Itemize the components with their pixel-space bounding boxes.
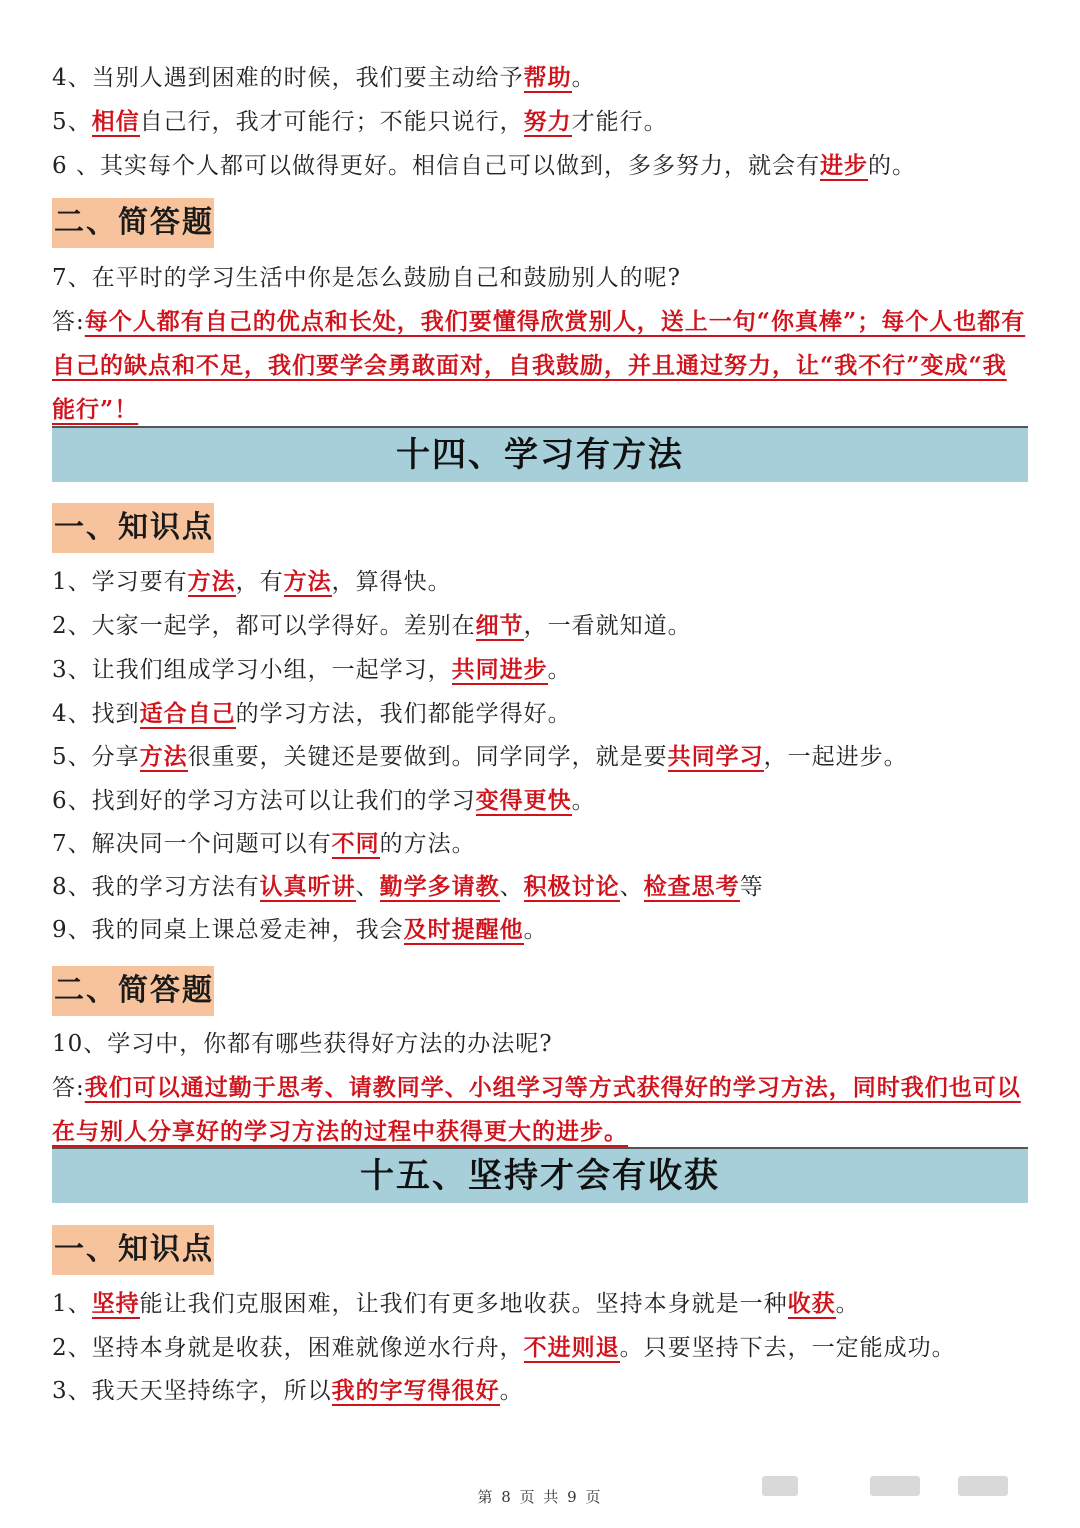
answer-block <box>52 300 1028 432</box>
keyword: 不进则退 <box>523 1334 620 1361</box>
keyword: 积极讨论 <box>523 873 620 900</box>
section-heading-knowledge: 一、知识点 <box>52 1225 214 1275</box>
section-heading-short-answer: 二、简答题 <box>52 198 214 248</box>
question: 10、学习中，你都有哪些获得好方法的办法呢? <box>52 1031 553 1057</box>
keyword: 变得更快 <box>475 787 572 814</box>
keyword: 帮助 <box>523 64 572 91</box>
watermark-blur <box>958 1476 1008 1496</box>
knowledge-item: 8、我的学习方法有认真听讲、勤学多请教、积极讨论、检查思考等 <box>52 873 764 900</box>
knowledge-item: 3、让我们组成学习小组，一起学习，共同进步。 <box>52 656 572 683</box>
answer-label: 答: <box>52 309 85 335</box>
knowledge-item: 5、相信自己行，我才可能行；不能只说行，努力才能行。 <box>52 108 668 135</box>
keyword: 不同 <box>331 830 380 857</box>
question: 7、在平时的学习生活中你是怎么鼓励自己和鼓励别人的呢? <box>52 265 681 291</box>
keyword: 共同学习 <box>667 743 764 770</box>
keyword: 检查思考 <box>643 873 740 900</box>
knowledge-item: 3、我天天坚持练字，所以我的字写得很好。 <box>52 1377 524 1404</box>
keyword: 进步 <box>819 152 868 179</box>
keyword: 认真听讲 <box>259 873 356 900</box>
knowledge-item: 2、坚持本身就是收获，困难就像逆水行舟，不进则退。只要坚持下去，一定能成功。 <box>52 1334 956 1361</box>
knowledge-item: 5、分享方法很重要，关键还是要做到。同学同学，就是要共同学习，一起进步。 <box>52 743 908 770</box>
chapter-title-14: 十四、学习有方法 <box>52 426 1028 482</box>
watermark-blur <box>762 1476 798 1496</box>
knowledge-item: 6、找到好的学习方法可以让我们的学习变得更快。 <box>52 787 596 814</box>
knowledge-item: 7、解决同一个问题可以有不同的方法。 <box>52 830 476 857</box>
knowledge-item: 9、我的同桌上课总爱走神，我会及时提醒他。 <box>52 916 548 943</box>
answer-block <box>52 1066 1028 1154</box>
keyword: 坚持 <box>91 1290 140 1317</box>
keyword: 努力 <box>523 108 572 135</box>
knowledge-item: 2、大家一起学，都可以学得好。差别在细节，一看就知道。 <box>52 612 692 639</box>
knowledge-item: 6 、其实每个人都可以做得更好。相信自己可以做到，多多努力，就会有进步的。 <box>52 152 916 179</box>
keyword: 适合自己 <box>139 700 236 727</box>
keyword: 共同进步 <box>451 656 548 683</box>
answer-text: 我们可以通过勤于思考、请教同学、小组学习等方式获得好的学习方法，同时我们也可以在与别人分享好的学习方法的过程中获得更大的进步。 <box>52 1074 1021 1145</box>
section-heading-knowledge: 一、知识点 <box>52 503 214 553</box>
keyword: 方法 <box>139 743 188 770</box>
keyword: 我的字写得很好 <box>331 1377 500 1404</box>
keyword: 相信 <box>91 108 140 135</box>
keyword: 方法 <box>187 568 236 595</box>
knowledge-item: 1、学习要有方法，有方法，算得快。 <box>52 568 452 595</box>
keyword: 及时提醒他 <box>403 916 524 943</box>
knowledge-item: 1、坚持能让我们克服困难，让我们有更多地收获。坚持本身就是一种收获。 <box>52 1290 860 1317</box>
keyword: 细节 <box>475 612 524 639</box>
page-footer: 第 8 页 共 9 页 <box>477 1488 603 1506</box>
keyword: 收获 <box>787 1290 836 1317</box>
section-heading-short-answer: 二、简答题 <box>52 966 214 1016</box>
chapter-title-15: 十五、坚持才会有收获 <box>52 1147 1028 1203</box>
keyword: 勤学多请教 <box>379 873 500 900</box>
watermark-blur <box>870 1476 920 1496</box>
keyword: 方法 <box>283 568 332 595</box>
answer-label: 答: <box>52 1075 85 1101</box>
knowledge-item: 4、当别人遇到困难的时候，我们要主动给予帮助。 <box>52 64 596 91</box>
answer-text: 每个人都有自己的优点和长处，我们要懂得欣赏别人，送上一句“你真棒”；每个人也都有自己的缺点和不足，我们要学会勇敢面对，自我鼓励，并且通过努力，让“我不行”变成“我能行”！ <box>52 308 1026 423</box>
knowledge-item: 4、找到适合自己的学习方法，我们都能学得好。 <box>52 700 572 727</box>
